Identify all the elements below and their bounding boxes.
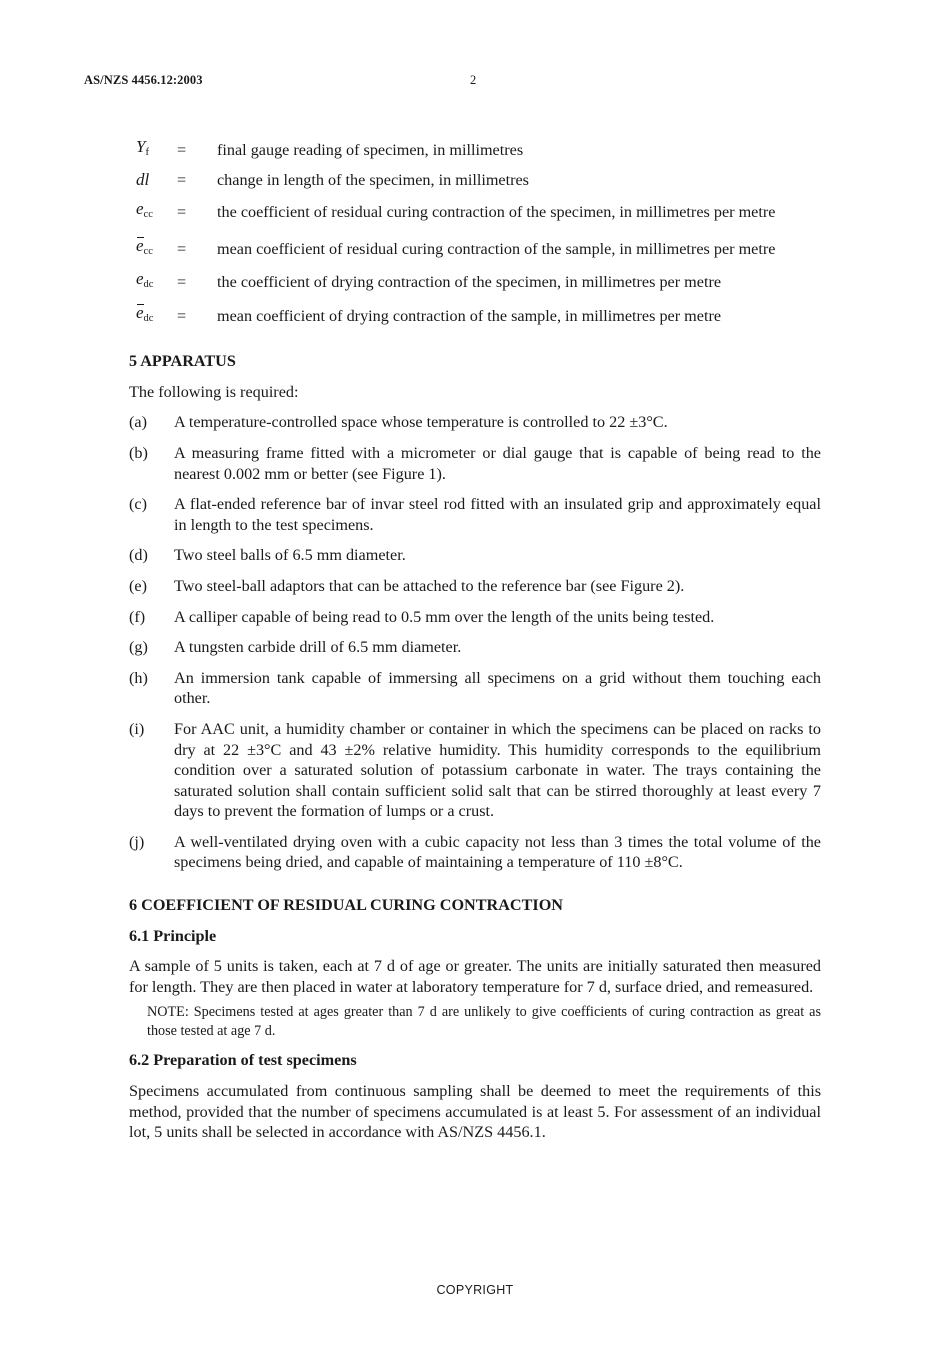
- section-5-heading: 5 APPARATUS: [129, 352, 236, 371]
- equals-sign: =: [177, 239, 187, 258]
- list-text: For AAC unit, a humidity chamber or container in which the specimens can be placed on racks to dry at 22 ±3°C and 43 ±2% relative humidity. This humidity corresponds to the equilibrium condition over a saturated solution of potassium carbonate in water. The trays containing the saturated solution shall contain sufficient solid salt that can be stirred thoroughly at least every 7 days to prevent the formation of lumps or a crust.: [174, 719, 821, 821]
- symbol-definition: the coefficient of drying contraction of the specimen, in millimetres per metre: [217, 272, 722, 291]
- symbol-definition: mean coefficient of drying contraction of the sample, in millimetres per metre: [217, 306, 722, 325]
- list-text: Two steel balls of 6.5 mm diameter.: [174, 546, 406, 565]
- equals-sign: =: [177, 272, 187, 291]
- list-item: [129, 443, 821, 484]
- list-item: [129, 637, 821, 658]
- symbol-definitions: [129, 136, 821, 328]
- symbol: $e_{cc}$: [136, 199, 153, 220]
- equals-sign: =: [177, 170, 187, 189]
- list-label: (h): [129, 668, 148, 687]
- list-text: A calliper capable of being read to 0.5 mm over the length of the units being tested.: [174, 607, 715, 626]
- list-item: [129, 832, 821, 873]
- symbol-row: [129, 170, 821, 190]
- symbol-row: [129, 268, 821, 293]
- list-label: (c): [129, 495, 147, 514]
- subsection-6-2-heading: 6.2 Preparation of test specimens: [129, 1051, 357, 1070]
- symbol-definition: change in length of the specimen, in millimetres: [217, 170, 529, 189]
- subsection-6-1-heading: 6.1 Principle: [129, 926, 217, 945]
- symbol: $Y_f$: [136, 136, 149, 158]
- list-item: [129, 412, 821, 433]
- note: NOTE: Specimens tested at ages greater than 7 d are unlikely to give coefficients of curing contraction as great as those tested at age 7 d.: [147, 1004, 821, 1040]
- symbol-definition: the coefficient of residual curing contraction of the specimen, in millimetres per metre: [217, 203, 776, 221]
- list-text: An immersion tank capable of immersing all specimens on a grid without them touching each other.: [174, 668, 821, 708]
- list-label: (i): [129, 719, 145, 738]
- symbol-row: [129, 236, 821, 263]
- list-text: A measuring frame fitted with a micrometer or dial gauge that is capable of being read to the nearest 0.002 mm or better (see Figure 1).: [174, 443, 821, 483]
- copyright-footer: COPYRIGHT: [436, 1283, 514, 1297]
- equals-sign: =: [177, 306, 187, 325]
- list-item: [129, 668, 821, 709]
- equals-sign: =: [177, 140, 187, 159]
- symbol-definition: final gauge reading of specimen, in millimetres: [217, 140, 524, 159]
- subsection-6-1-text: A sample of 5 units is taken, each at 7 d of age or greater. The units are initially saturated then measured for length. They are then placed in water at laboratory temperature for 7 d, surface dried, and remeasured.: [129, 957, 821, 996]
- symbol: dl: [136, 169, 150, 189]
- list-text: A well-ventilated drying oven with a cubic capacity not less than 3 times the total volume of the specimens being dried, and capable of maintaining a temperature of 110 ±8°C.: [174, 832, 821, 872]
- page-content: [129, 136, 821, 1143]
- section-5-intro: The following is required:: [129, 382, 299, 401]
- standard-code: AS/NZS 4456.12:2003: [84, 73, 203, 87]
- symbol-mean: $e_{cc}$: [136, 235, 153, 257]
- list-text: A temperature-controlled space whose temperature is controlled to 22 ±3°C.: [174, 413, 668, 432]
- list-label: (a): [129, 413, 147, 432]
- list-label: (d): [129, 546, 148, 565]
- symbol-definition: mean coefficient of residual curing contraction of the sample, in millimetres per metre: [217, 239, 776, 258]
- list-text: Two steel-ball adaptors that can be attached to the reference bar (see Figure 2).: [174, 576, 685, 595]
- list-label: (j): [129, 832, 145, 851]
- list-text: A tungsten carbide drill of 6.5 mm diameter.: [174, 638, 462, 657]
- apparatus-list: [129, 412, 821, 873]
- list-item: [129, 494, 821, 535]
- list-label: (e): [129, 576, 147, 595]
- list-label: (g): [129, 638, 148, 657]
- symbol-row: [129, 199, 821, 226]
- list-text: A flat-ended reference bar of invar steel rod fitted with an insulated grip and approximately equal in length to the test specimens.: [174, 495, 821, 534]
- symbol: $e_{dc}$: [136, 268, 154, 290]
- list-item: [129, 607, 821, 628]
- section-6-heading: 6 COEFFICIENT OF RESIDUAL CURING CONTRACTION: [129, 896, 563, 915]
- list-item: [129, 719, 821, 822]
- page-number: 2: [470, 73, 477, 87]
- list-label: (b): [129, 443, 148, 462]
- subsection-6-2-text: Specimens accumulated from continuous sampling shall be deemed to meet the requirements of this method, provided that the number of specimens accumulated is at least 5. For assessment of an individual lot, 5 units shall be selected in accordance with AS/NZS 4456.1.: [129, 1082, 821, 1142]
- symbol-row: [129, 136, 821, 160]
- symbol-mean: $e_{dc}$: [136, 302, 154, 324]
- equals-sign: =: [177, 203, 187, 221]
- list-label: (f): [129, 607, 146, 626]
- list-item: [129, 576, 821, 597]
- symbol-row: [129, 304, 821, 328]
- list-item: [129, 545, 821, 566]
